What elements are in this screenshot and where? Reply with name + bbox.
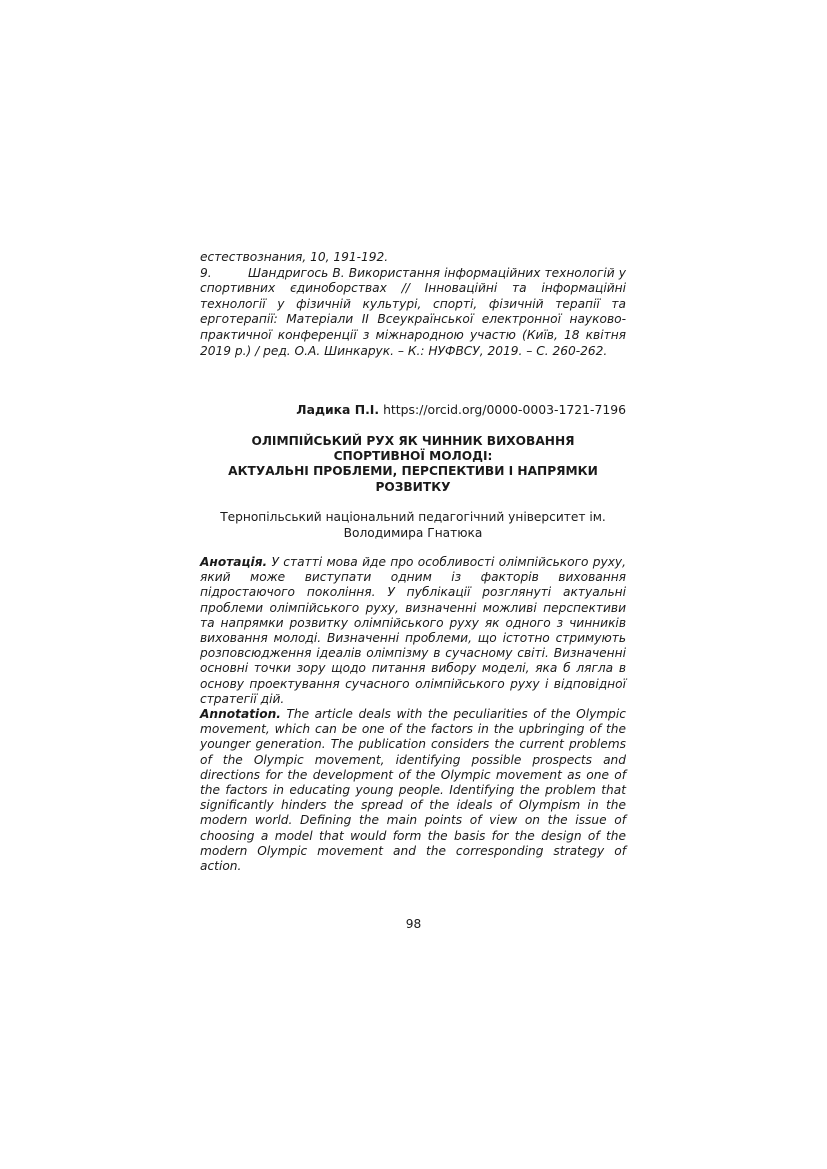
abstract-en-label: Annotation. [200, 707, 281, 722]
article-title [200, 434, 626, 495]
abstract-en-text: The article deals with the peculiarities of the Olympic movement, which can be one of the factors in the upbringing of the younger generation. The publication considers the current problems of the Olympic movement, identifying possible prospects and directions for the development of the Olympic movement as one of the factors in educating young people. Identifying the problem that significantly hinders the spread of the ideals of Olympism in the modern world. Defining the main points of view on the issue of choosing a model that would form the basis for the design of the modern Olympic movement and the corresponding strategy of action. [200, 707, 627, 874]
title-line-1: ОЛІМПІЙСЬКИЙ РУХ ЯК ЧИННИК ВИХОВАННЯ [251, 434, 575, 448]
title-line-3: АКТУАЛЬНІ ПРОБЛЕМИ, ПЕРСПЕКТИВИ І НАПРЯМКИ [228, 464, 598, 479]
reference-continuation: естествознания, 10, 191-192. [200, 250, 389, 264]
reference-item-9 [200, 266, 626, 360]
page-number: 98 [405, 917, 422, 931]
title-line-2: СПОРТИВНОЇ МОЛОДІ: [333, 449, 493, 464]
author-line [200, 402, 626, 418]
title-line-4: РОЗВИТКУ [375, 479, 451, 494]
abstracts [200, 555, 626, 874]
reference-text: Шандригось В. Використання інформаційних технологій у спортивних єдиноборствах // Інноваційні та інформаційні технології у фізичній культурі, спорті, фізичній терапії та ерготерапії: Матеріали ІІ Всеукраїнської електронної науково-практичної конференції з міжнародною участю (Київ, 18 квітня 2019 р.) / ред. О.А. Шинкарук. – К.: НУФВСУ, 2019. – С. 260-262. [200, 265, 626, 358]
abstract-english [200, 707, 626, 874]
affiliation-line-1: Тернопільський національний педагогічний університет ім. [220, 510, 606, 524]
author-name: Ладика П.І. [296, 402, 380, 417]
reference-number: 9. [200, 265, 212, 280]
abstract-ua-text: У статті мова йде про особливості олімпійського руху, який може виступати одним із факторів виховання підростаючого покоління. У публікації розглянуті актуальні проблеми олімпійського руху, визначенні можливі перспективи та напрямки розвитку олімпійського руху як одного з чинників виховання молоді. Визначенні проблеми, що істотно стримують розповсюдження ідеалів олімпізму в сучасному світі. Визначенні основні точки зору щодо питання вибору моделі, яка б лягла в основу проектування сучасного олімпійського руху і відповідної стратегії дій. [200, 555, 627, 706]
abstract-ua-label: Анотація. [200, 555, 268, 569]
abstract-ukrainian [200, 555, 626, 707]
orcid-link[interactable]: https://orcid.org/0000-0003-1721-7196 [383, 402, 626, 417]
affiliation-line-2: Володимира Гнатюка [343, 525, 483, 540]
affiliation [200, 510, 626, 541]
reference-list [200, 250, 626, 359]
